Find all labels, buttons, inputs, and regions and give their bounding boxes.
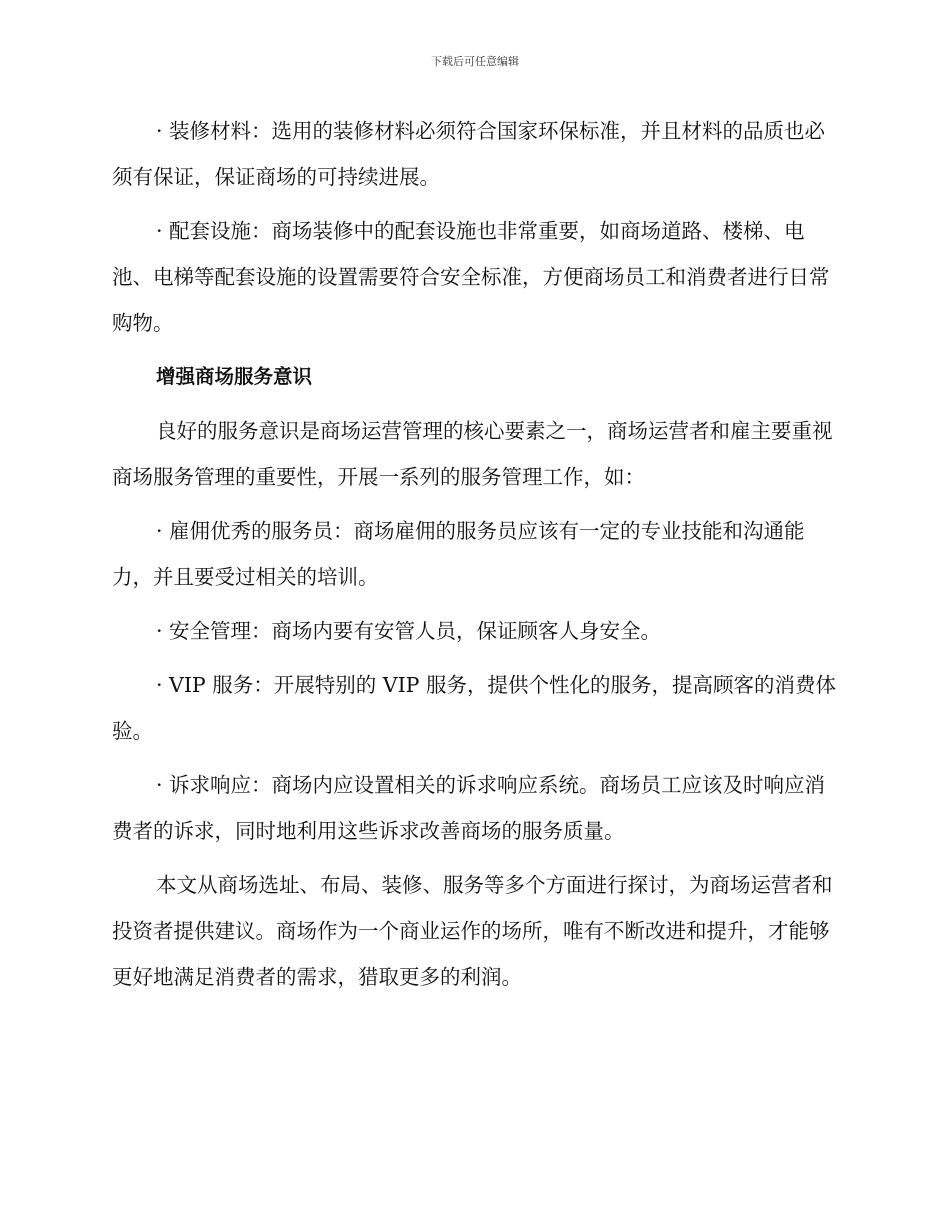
bullet-safety-management: · 安全管理：商场内要有安管人员，保证顾客人身安全。 bbox=[156, 619, 662, 643]
paragraph-service-intro: 良好的服务意识是商场运营管理的核心要素之一，商场运营者和雇主要重视商场服务管理的重要性，开展一系列的服务管理工作，如： bbox=[112, 419, 833, 489]
bullet-supporting-facilities: · 配套设施：商场装修中的配套设施也非常重要，如商场道路、楼梯、电池、电梯等配套设施的设置需要符合安全标准，方便商场员工和消费者进行日常购物。 bbox=[112, 219, 830, 335]
page-header: 下载后可任意编辑 bbox=[431, 55, 519, 68]
bullet-vip-service: · VIP 服务：开展特别的 VIP 服务，提供个性化的服务，提高顾客的消费体验。 bbox=[112, 673, 836, 743]
paragraph-conclusion: 本文从商场选址、布局、装修、服务等多个方面进行探讨，为商场运营者和投资者提供建议。商场作为一个商业运作的场所，唯有不断改进和提升，才能够更好地满足消费者的需求，猎取更多的利润。 bbox=[112, 873, 833, 989]
bullet-hire-staff: · 雇佣优秀的服务员：商场雇佣的服务员应该有一定的专业技能和沟通能力，并且要受过相关的培训。 bbox=[112, 519, 805, 589]
document-body bbox=[112, 108, 837, 1008]
bullet-complaint-response: · 诉求响应：商场内应设置相关的诉求响应系统。商场员工应该及时响应消费者的诉求，同时地利用这些诉求改善商场的服务质量。 bbox=[112, 773, 826, 843]
section-heading-service-awareness: 增强商场服务意识 bbox=[156, 365, 313, 388]
bullet-decoration-materials: · 装修材料：选用的装修材料必须符合国家环保标准，并且材料的品质也必须有保证，保证商场的可持续进展。 bbox=[112, 119, 826, 189]
